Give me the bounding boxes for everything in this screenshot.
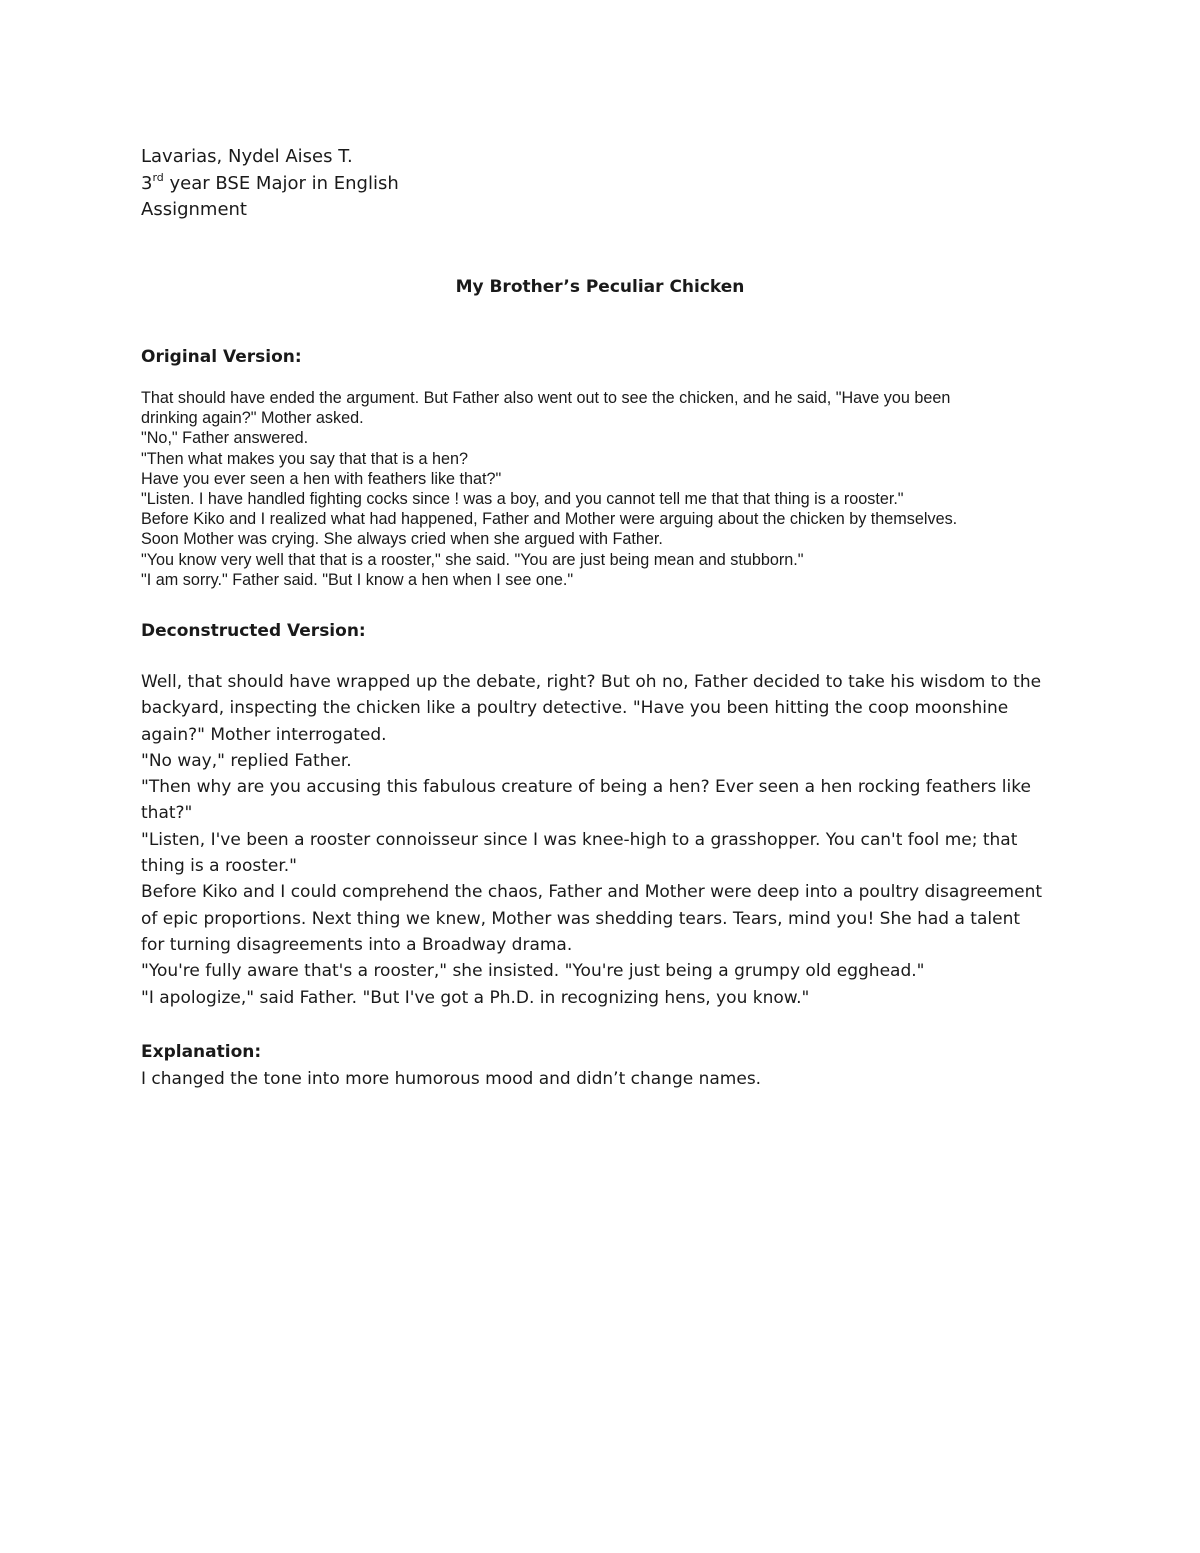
original-line: drinking again?" Mother asked. <box>141 409 364 428</box>
deconstructed-line: "You're fully aware that's a rooster," she insisted. "You're just being a grumpy old egghead." <box>141 961 925 982</box>
document-title: My Brother’s Peculiar Chicken <box>455 277 745 297</box>
original-line: Soon Mother was crying. She always cried when she argued with Father. <box>141 530 663 549</box>
student-header <box>141 144 399 224</box>
explanation-text: I changed the tone into more humorous mood and didn’t change names. <box>141 1069 762 1089</box>
deconstructed-line: "I apologize," said Father. "But I've got a Ph.D. in recognizing hens, you know." <box>141 987 810 1008</box>
year-course-text: year BSE Major in English <box>163 172 399 194</box>
deconstructed-line: Before Kiko and I could comprehend the chaos, Father and Mother were deep into a poultry disagreement <box>141 882 1043 903</box>
year-ordinal-suffix: rd <box>152 170 164 184</box>
deconstructed-line: thing is a rooster." <box>141 856 297 877</box>
deconstructed-line: again?" Mother interrogated. <box>141 724 387 745</box>
original-line: "I am sorry." Father said. "But I know a hen when I see one." <box>141 570 574 589</box>
original-line: "Then what makes you say that that is a hen? <box>141 449 468 468</box>
original-line: "Listen. I have handled fighting cocks since ! was a boy, and you cannot tell me that that thing is a rooster." <box>141 490 904 509</box>
year-number: 3 <box>141 172 153 194</box>
deconstructed-version-text <box>141 669 1061 1011</box>
original-version-heading: Original Version: <box>141 347 302 367</box>
deconstructed-line: for turning disagreements into a Broadway drama. <box>141 934 573 955</box>
deconstructed-version-heading: Deconstructed Version: <box>141 621 366 641</box>
deconstructed-line: Well, that should have wrapped up the debate, right? But oh no, Father decided to take his wisdom to the <box>141 672 1042 692</box>
deconstructed-line: "Listen, I've been a rooster connoisseur since I was knee-high to a grasshopper. You can't fool me; that <box>141 829 1018 850</box>
student-year-course <box>141 171 399 198</box>
deconstructed-line: "No way," replied Father. <box>141 750 352 771</box>
original-line: "No," Father answered. <box>141 429 309 448</box>
deconstructed-line: "Then why are you accusing this fabulous creature of being a hen? Ever seen a hen rocking feathers like <box>141 777 1031 798</box>
assignment-label: Assignment <box>141 199 247 220</box>
student-name: Lavarias, Nydel Aises T. <box>141 146 353 167</box>
deconstructed-line: that?" <box>141 803 193 824</box>
deconstructed-line: of epic proportions. Next thing we knew, Mother was shedding tears. Tears, mind you! She had a talent <box>141 908 1021 929</box>
original-line: Have you ever seen a hen with feathers like that?" <box>141 469 502 488</box>
original-line: Before Kiko and I realized what had happened, Father and Mother were arguing about the chicken by themselves. <box>141 510 958 529</box>
explanation-heading: Explanation: <box>141 1042 262 1062</box>
original-line: "You know very well that that is a rooster," she said. "You are just being mean and stubborn." <box>141 550 804 569</box>
original-line: That should have ended the argument. But Father also went out to see the chicken, and he said, "Have you been <box>141 389 951 407</box>
original-version-text <box>141 388 1041 590</box>
deconstructed-line: backyard, inspecting the chicken like a poultry detective. "Have you been hitting the coop moonshine <box>141 698 1009 719</box>
